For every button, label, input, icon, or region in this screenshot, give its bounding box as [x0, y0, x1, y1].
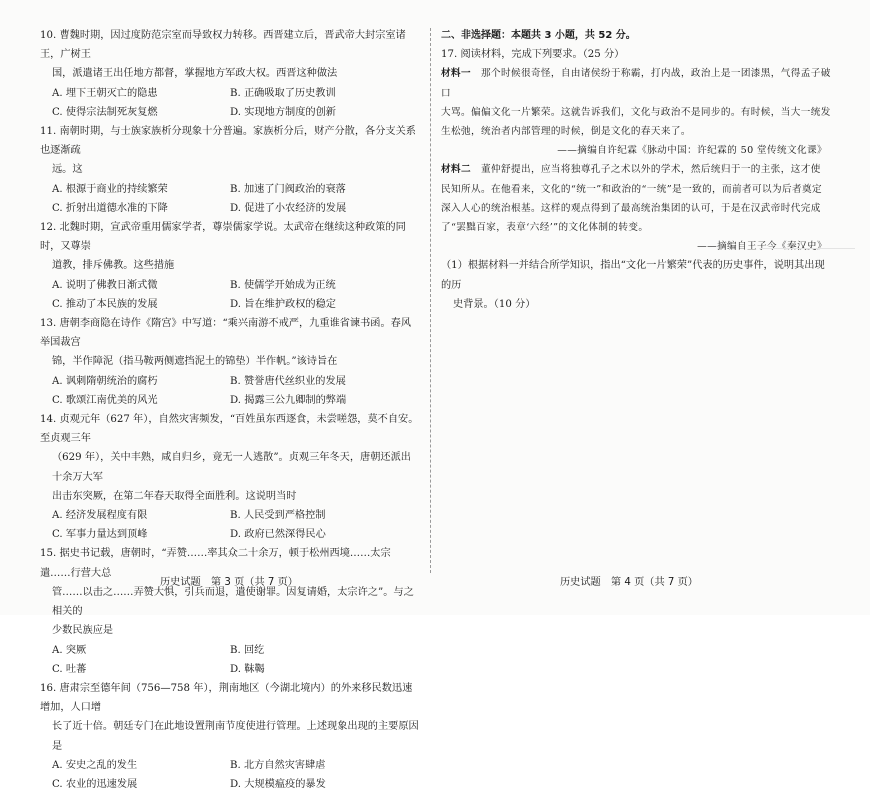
question-13 — [40, 314, 420, 410]
question-13-options — [40, 372, 420, 410]
question-12-options — [40, 276, 420, 314]
option-a: A. 安史之乱的发生 — [52, 759, 138, 771]
question-16-stem-line: 长了近十倍。朝廷专门在此地设置荆南节度使进行管理。上述现象出现的主要原因是 — [52, 721, 419, 752]
option-d: D. 揭露三公九卿制的弊端 — [230, 394, 347, 406]
option-a: A. 经济发展程度有限 — [52, 510, 148, 522]
option-a: A. 说明了佛教日渐式微 — [52, 279, 158, 291]
material-2-label: 材料二 — [441, 164, 471, 176]
question-13-stem-line: 13. 唐朝李商隐在诗作《隋宫》中写道：“乘兴南游不戒严，九重谁省谏书函。春风举国裁宫 — [40, 318, 412, 349]
option-b: B. 正确吸取了历史教训 — [230, 87, 336, 99]
option-c: C. 军事力量达到顶峰 — [52, 529, 148, 541]
question-14-options — [40, 506, 420, 544]
question-15-options — [40, 641, 420, 679]
option-a: A. 突厥 — [52, 644, 87, 656]
option-b: B. 北方自然灾害肆虐 — [230, 759, 326, 771]
material-1-line: 生松弛，统治者内部管理的时候，倒是文化的春天来了。 — [441, 126, 691, 138]
option-c: C. 使得宗法制死灰复燃 — [52, 106, 158, 118]
question-16-options — [40, 756, 420, 794]
question-15-stem-line: 管……以击之……弄赞大惧，引兵而退，遣使谢罪。因复请婚，太宗许之”。与之相关的 — [52, 586, 414, 618]
material-2-line: 董仲舒提出，应当将独尊孔子之术以外的学术，然后统归于一的主张，这才使 — [470, 164, 821, 176]
option-d: D. 政府已然深得民心 — [230, 529, 326, 541]
option-c: C. 推动了本民族的发展 — [52, 298, 158, 310]
material-2-line: 民知所从。在他看来，文化的“统一”和政治的“一统”是一致的，而前者可以为后者奠定 — [441, 183, 822, 195]
question-11 — [40, 122, 420, 218]
option-a: A. 埋下王朝灭亡的隐患 — [52, 87, 158, 99]
material-2-line: 了“罢黜百家，表章‘六经’”的文化体制的转变。 — [441, 222, 649, 234]
question-16 — [40, 679, 420, 794]
option-a: A. 根源于商业的持续繁荣 — [52, 183, 168, 195]
option-d: D. 靺鞨 — [230, 663, 265, 675]
question-10 — [40, 26, 420, 122]
option-c: C. 歌颂江南优美的风光 — [52, 394, 158, 406]
question-13-stem-line: 锦，半作障泥（指马鞍两侧遮挡泥土的锦垫）半作帆。”该诗旨在 — [52, 356, 338, 368]
option-b: B. 赞誉唐代丝织业的发展 — [230, 375, 346, 387]
question-11-stem-line: 11. 南朝时期，与士族家族析分现象十分普遍。家族析分后，财产分散，各分支关系也逐渐疏 — [40, 126, 416, 157]
option-d: D. 旨在维护政权的稳定 — [230, 298, 336, 310]
page-4-column — [441, 26, 833, 314]
page-4-footer: 历史试题 第 4 页（共 7 页） — [560, 577, 698, 588]
question-14-stem-line: 出击东突厥，在第二年春天取得全面胜利。这说明当时 — [52, 490, 297, 502]
question-12-stem-line: 12. 北魏时期，宣武帝重用儒家学者，尊崇儒家学说。太武帝在继续这种政策的同时，又尊崇 — [40, 222, 406, 253]
option-d: D. 实现地方制度的创新 — [230, 106, 336, 118]
question-17-intro: 17. 阅读材料，完成下列要求。（25 分） — [441, 49, 625, 61]
scan-artifact-line — [760, 248, 855, 250]
question-15-stem-line: 少数民族应是 — [52, 625, 114, 637]
material-2 — [441, 160, 833, 256]
option-c: C. 吐蕃 — [52, 663, 87, 675]
option-b: B. 人民受到严格控制 — [230, 510, 326, 522]
page-divider — [430, 28, 432, 573]
material-2-source: ——摘编自王子今《秦汉史》 — [697, 241, 827, 253]
option-b: B. 加速了门阀政治的衰落 — [230, 183, 346, 195]
question-10-options — [40, 84, 420, 122]
page-3-footer: 历史试题 第 3 页（共 7 页） — [160, 577, 298, 588]
question-14-stem-line: （629 年），关中丰熟，咸自归乡，竟无一人逃散”。贞观三年冬天，唐朝还派出十余万大军 — [52, 452, 411, 483]
question-15-stem-line: 15. 据史书记载，唐朝时，“弄赞……率其众二十余万，顿于松州西境……太宗遣……行营大总 — [40, 548, 391, 579]
option-d: D. 大规模瘟疫的暴发 — [230, 778, 326, 790]
question-14 — [40, 410, 420, 544]
question-16-stem-line: 16. 唐肃宗至德年间（756—758 年），荆南地区（今湖北境内）的外来移民数迅速增加，人口增 — [40, 682, 413, 714]
question-14-stem-line: 14. 贞观元年（627 年），自然灾害频发，“百姓虽东西逐食，未尝嗟怨，莫不自安。至贞观三年 — [40, 414, 419, 445]
question-10-stem-line: 国，派遣诸王出任地方都督，掌握地方军政大权。西晋这种做法 — [52, 68, 338, 80]
material-1-label: 材料一 — [441, 68, 471, 80]
option-c: C. 折射出道德水准的下降 — [52, 202, 168, 214]
question-11-options — [40, 180, 420, 218]
option-b: B. 回纥 — [230, 644, 265, 656]
material-2-line: 深入人心的统治根基。这样的观点得到了最高统治集团的认可，于是在汉武帝时代完成 — [441, 202, 821, 214]
section-title: 二、非选择题：本题共 3 小题，共 52 分。 — [441, 30, 636, 41]
material-1-source: ——摘编自许纪霖《脉动中国：许纪霖的 50 堂传统文化课》 — [557, 145, 827, 157]
question-10-stem-line: 10. 曹魏时期，因过度防范宗室而导致权力转移。西晋建立后，晋武帝大封宗室诸王，广树王 — [40, 30, 406, 61]
question-12-stem-line: 道教，排斥佛教。这些措施 — [52, 260, 175, 272]
material-1-line: 那个时候很奇怪，自由诸侯纷于称霸，打内战，政治上是一团漆黑，气得孟子破口 — [441, 68, 831, 99]
material-1 — [441, 64, 833, 160]
question-17-part-1-line: 史背景。（10 分） — [453, 298, 536, 310]
question-17-part-1 — [441, 256, 833, 314]
material-1-line: 大骂。偏偏文化一片繁荣。这就告诉我们，文化与政治不是同步的。有时候，当大一统发 — [441, 106, 831, 118]
option-a: A. 讽刺隋朝统治的腐朽 — [52, 375, 158, 387]
question-11-stem-line: 远。这 — [52, 164, 83, 176]
page-3-column — [40, 26, 420, 794]
question-17-part-1-line: （1）根据材料一并结合所学知识，指出“文化一片繁荣”代表的历史事件，说明其出现的历 — [441, 260, 825, 291]
question-12 — [40, 218, 420, 314]
option-d: D. 促进了小农经济的发展 — [230, 202, 347, 214]
option-b: B. 使儒学开始成为正统 — [230, 279, 336, 291]
question-15 — [40, 544, 420, 678]
option-c: C. 农业的迅速发展 — [52, 778, 138, 790]
